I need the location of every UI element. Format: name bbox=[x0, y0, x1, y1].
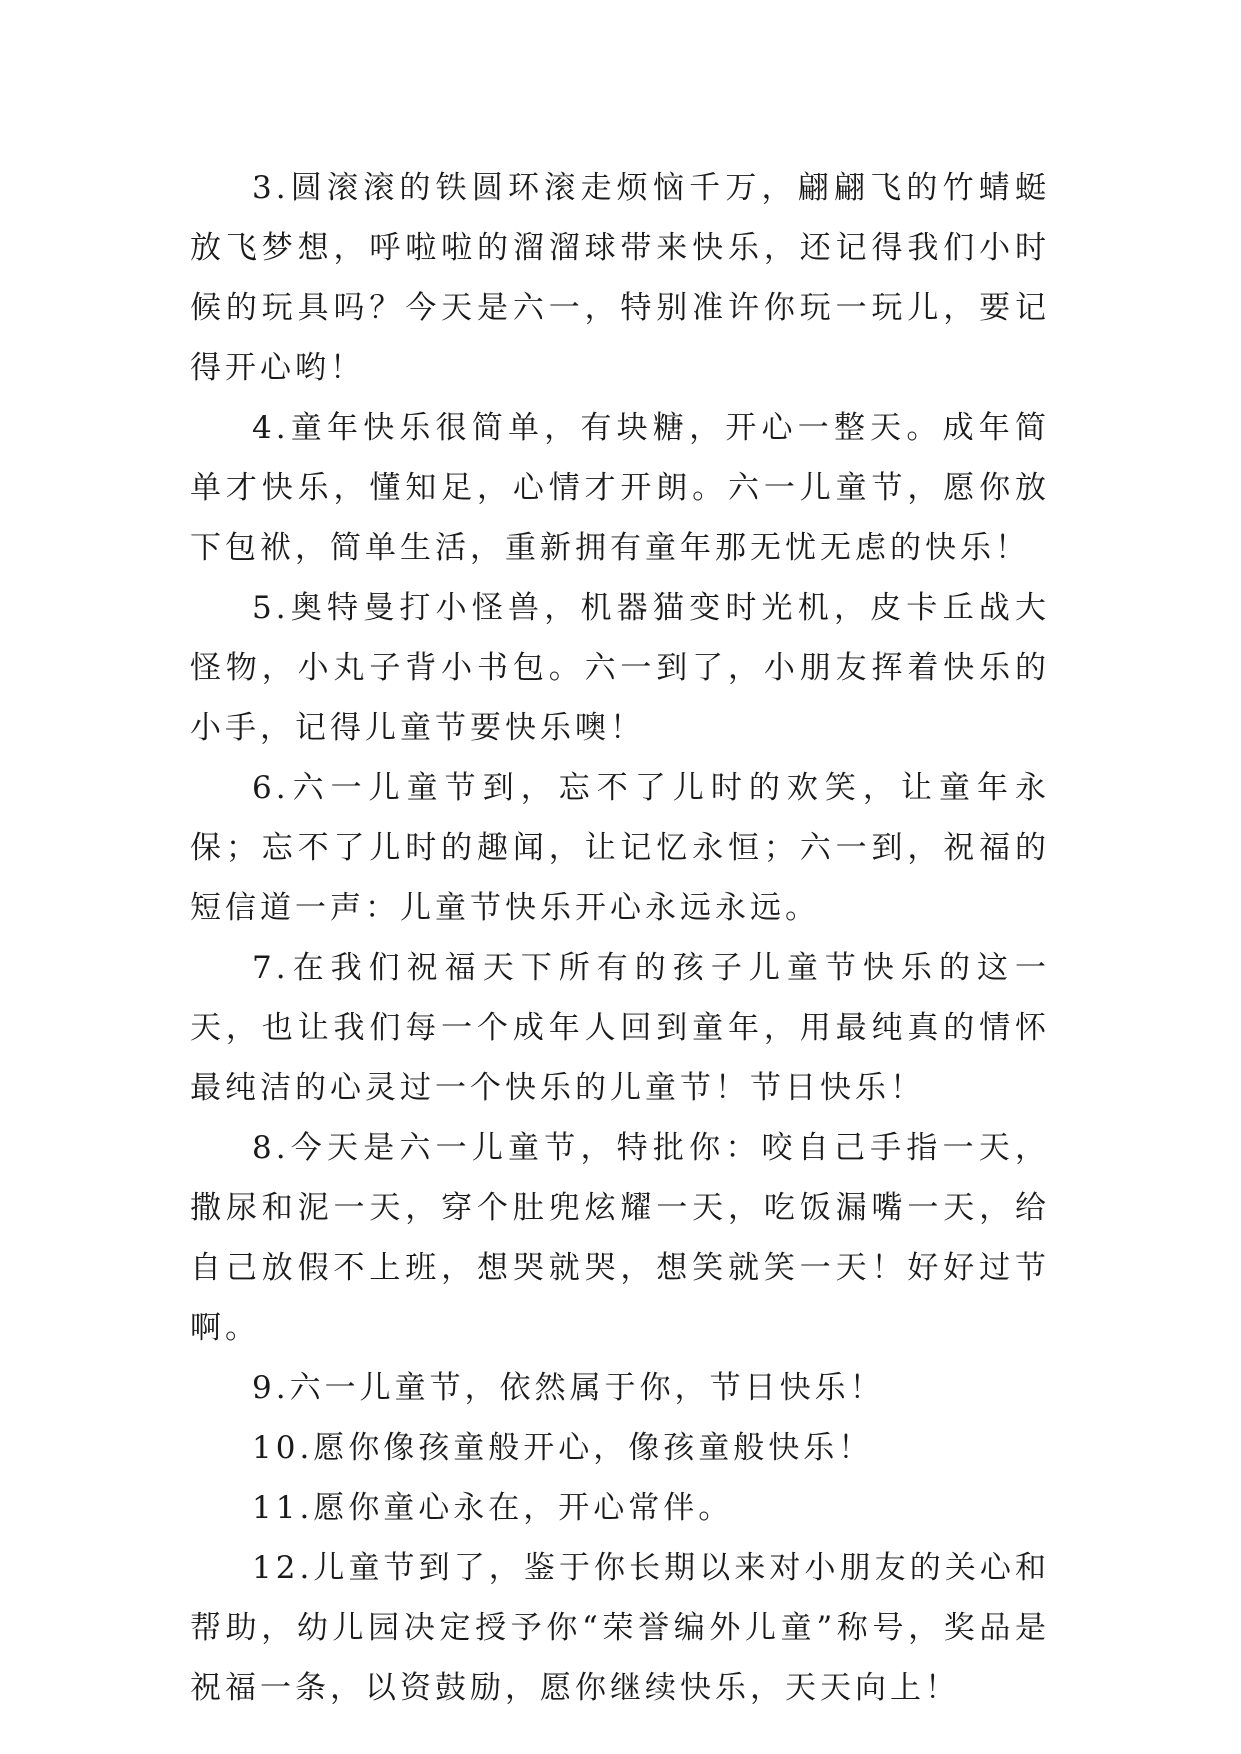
paragraph-10: 10.愿你像孩童般开心，像孩童般快乐！ bbox=[252, 1430, 874, 1466]
paragraph-7: 7.在我们祝福天下所有的孩子儿童节快乐的这一天，也让我们每一个成年人回到童年，用最纯真的情怀最纯洁的心灵过一个快乐的儿童节！节日快乐！ bbox=[190, 950, 1050, 1106]
paragraph-11: 11.愿你童心永在，开心常伴。 bbox=[252, 1490, 734, 1526]
paragraph-4: 4.童年快乐很简单，有块糖，开心一整天。成年简单才快乐，懂知足，心情才开朗。六一儿童节，愿你放下包袱，简单生活，重新拥有童年那无忧无虑的快乐！ bbox=[190, 410, 1050, 566]
paragraph-8: 8.今天是六一儿童节，特批你：咬自己手指一天，撒尿和泥一天，穿个肚兜炫耀一天，吃饭漏嘴一天，给自己放假不上班，想哭就哭，想笑就笑一天！好好过节啊。 bbox=[190, 1130, 1050, 1346]
paragraph-5: 5.奥特曼打小怪兽，机器猫变时光机，皮卡丘战大怪物，小丸子背小书包。六一到了，小朋友挥着快乐的小手，记得儿童节要快乐噢！ bbox=[190, 590, 1050, 746]
document-body bbox=[190, 158, 1050, 1718]
paragraph-6: 6.六一儿童节到，忘不了儿时的欢笑，让童年永保；忘不了儿时的趣闻，让记忆永恒；六一到，祝福的短信道一声：儿童节快乐开心永远永远。 bbox=[190, 770, 1050, 926]
paragraph-3: 3.圆滚滚的铁圆环滚走烦恼千万，翩翩飞的竹蜻蜓放飞梦想，呼啦啦的溜溜球带来快乐，还记得我们小时候的玩具吗？今天是六一，特别准许你玩一玩儿，要记得开心哟！ bbox=[190, 170, 1050, 386]
paragraph-9: 9.六一儿童节，依然属于你，节日快乐！ bbox=[252, 1370, 885, 1406]
paragraph-12: 12.儿童节到了，鉴于你长期以来对小朋友的关心和帮助，幼儿园决定授予你“荣誉编外儿童”称号，奖品是祝福一条，以资鼓励，愿你继续快乐，天天向上！ bbox=[190, 1550, 1050, 1706]
